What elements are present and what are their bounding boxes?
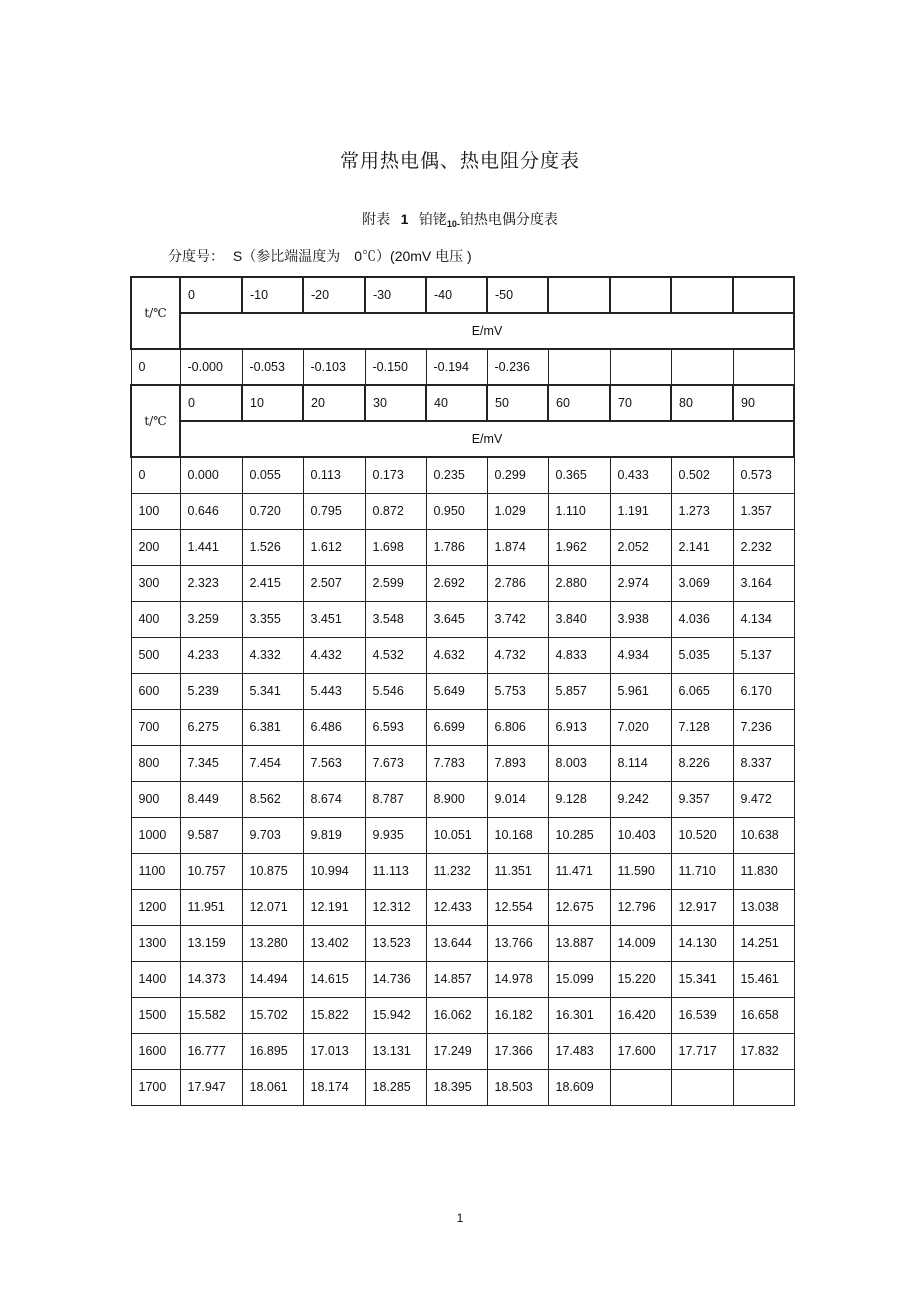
emf-value: 0.646 — [180, 493, 242, 529]
emf-value: 4.934 — [610, 637, 671, 673]
emf-value: 16.895 — [242, 1033, 303, 1069]
negative-col-header — [610, 277, 671, 313]
emf-value: 3.451 — [303, 601, 365, 637]
emf-value: 17.832 — [733, 1033, 794, 1069]
emf-value: 14.978 — [487, 961, 548, 997]
emf-value: 5.443 — [303, 673, 365, 709]
emf-value: 1.029 — [487, 493, 548, 529]
negative-col-header — [671, 277, 733, 313]
emf-value: 3.548 — [365, 601, 426, 637]
emf-value: 12.071 — [242, 889, 303, 925]
graduation-value: S（参比端温度为 0℃）(20mV 电压 ) — [232, 248, 472, 264]
unit-label: E/mV — [180, 421, 794, 457]
emf-value: 7.345 — [180, 745, 242, 781]
emf-value: 3.938 — [610, 601, 671, 637]
emf-value: 16.301 — [548, 997, 610, 1033]
emf-value: 6.065 — [671, 673, 733, 709]
emf-value: 17.249 — [426, 1033, 487, 1069]
emf-value — [548, 349, 610, 385]
table-row — [131, 637, 794, 673]
emf-value: -0.103 — [303, 349, 365, 385]
emf-value: 2.141 — [671, 529, 733, 565]
emf-value: 9.587 — [180, 817, 242, 853]
emf-value: 0.000 — [180, 457, 242, 493]
emf-value: 10.757 — [180, 853, 242, 889]
emf-value: 7.673 — [365, 745, 426, 781]
emf-value: 6.486 — [303, 709, 365, 745]
emf-value: 14.130 — [671, 925, 733, 961]
emf-value: 6.699 — [426, 709, 487, 745]
emf-value: 18.061 — [242, 1069, 303, 1105]
negative-col-header — [733, 277, 794, 313]
emf-value: 15.702 — [242, 997, 303, 1033]
emf-value: 4.233 — [180, 637, 242, 673]
positive-header-row — [131, 385, 794, 421]
row-temperature: 1200 — [131, 889, 180, 925]
emf-value: 8.787 — [365, 781, 426, 817]
emf-value: -0.053 — [242, 349, 303, 385]
emf-value: 15.099 — [548, 961, 610, 997]
emf-value: 17.366 — [487, 1033, 548, 1069]
emf-value: 11.830 — [733, 853, 794, 889]
emf-value: -0.194 — [426, 349, 487, 385]
negative-col-header — [548, 277, 610, 313]
emf-value: 7.783 — [426, 745, 487, 781]
emf-value: 14.736 — [365, 961, 426, 997]
emf-value: 2.323 — [180, 565, 242, 601]
emf-value: 6.275 — [180, 709, 242, 745]
emf-value: 16.777 — [180, 1033, 242, 1069]
emf-value: 2.974 — [610, 565, 671, 601]
emf-value: 4.134 — [733, 601, 794, 637]
emf-value: 6.593 — [365, 709, 426, 745]
emf-value: 0.573 — [733, 457, 794, 493]
emf-value: 14.373 — [180, 961, 242, 997]
emf-value: 0.433 — [610, 457, 671, 493]
emf-value: 1.110 — [548, 493, 610, 529]
emf-value: 7.236 — [733, 709, 794, 745]
emf-value: 2.507 — [303, 565, 365, 601]
page-title: 常用热电偶、热电阻分度表 — [339, 150, 580, 172]
emf-value: 18.285 — [365, 1069, 426, 1105]
emf-value — [671, 1069, 733, 1105]
positive-col-header: 30 — [365, 385, 426, 421]
emf-value: 12.191 — [303, 889, 365, 925]
row-temperature: 0 — [131, 457, 180, 493]
emf-value: 16.658 — [733, 997, 794, 1033]
emf-value: 17.013 — [303, 1033, 365, 1069]
emf-value — [733, 349, 794, 385]
emf-value: 1.786 — [426, 529, 487, 565]
emf-value: -0.000 — [180, 349, 242, 385]
emf-value: 15.220 — [610, 961, 671, 997]
emf-value: 0.720 — [242, 493, 303, 529]
positive-col-header: 90 — [733, 385, 794, 421]
emf-value: 9.357 — [671, 781, 733, 817]
emf-value: 0.299 — [487, 457, 548, 493]
negative-unit-row — [131, 313, 794, 349]
emf-value: 13.766 — [487, 925, 548, 961]
emf-value: 3.259 — [180, 601, 242, 637]
emf-value: 13.131 — [365, 1033, 426, 1069]
emf-value: 1.273 — [671, 493, 733, 529]
emf-value: 16.539 — [671, 997, 733, 1033]
emf-value: 0.502 — [671, 457, 733, 493]
emf-value: 11.113 — [365, 853, 426, 889]
emf-value: 11.232 — [426, 853, 487, 889]
emf-value: 15.582 — [180, 997, 242, 1033]
emf-value: 13.887 — [548, 925, 610, 961]
emf-value: 4.833 — [548, 637, 610, 673]
emf-value: 7.454 — [242, 745, 303, 781]
emf-value: 17.947 — [180, 1069, 242, 1105]
emf-value: 2.599 — [365, 565, 426, 601]
emf-value: 1.698 — [365, 529, 426, 565]
emf-value: 11.710 — [671, 853, 733, 889]
emf-value: 10.520 — [671, 817, 733, 853]
emf-value: 10.994 — [303, 853, 365, 889]
negative-col-header: -30 — [365, 277, 426, 313]
emf-value: 4.036 — [671, 601, 733, 637]
emf-value: 9.819 — [303, 817, 365, 853]
emf-value: 8.003 — [548, 745, 610, 781]
emf-value: 12.917 — [671, 889, 733, 925]
emf-value: 1.874 — [487, 529, 548, 565]
row-temperature: 1100 — [131, 853, 180, 889]
caption-number: 1 — [400, 211, 409, 227]
emf-value: 5.753 — [487, 673, 548, 709]
emf-value — [610, 1069, 671, 1105]
table-row — [131, 781, 794, 817]
emf-value: 2.880 — [548, 565, 610, 601]
emf-value: 6.913 — [548, 709, 610, 745]
emf-value: 14.009 — [610, 925, 671, 961]
emf-value: 12.312 — [365, 889, 426, 925]
emf-value: 18.395 — [426, 1069, 487, 1105]
emf-value: -0.150 — [365, 349, 426, 385]
negative-header-row — [131, 277, 794, 313]
row-temperature: 1300 — [131, 925, 180, 961]
emf-value: 16.420 — [610, 997, 671, 1033]
emf-value: 13.159 — [180, 925, 242, 961]
emf-value: 5.649 — [426, 673, 487, 709]
table-row — [131, 601, 794, 637]
emf-value: 1.612 — [303, 529, 365, 565]
emf-value: 8.449 — [180, 781, 242, 817]
negative-col-header: -20 — [303, 277, 365, 313]
t-label: t/℃ — [131, 277, 180, 349]
emf-value: 4.432 — [303, 637, 365, 673]
table-row — [131, 673, 794, 709]
row-temperature: 600 — [131, 673, 180, 709]
emf-value: 11.590 — [610, 853, 671, 889]
emf-value — [610, 349, 671, 385]
row-temperature: 200 — [131, 529, 180, 565]
emf-value: 1.526 — [242, 529, 303, 565]
caption-subscript: 10- — [446, 219, 460, 229]
emf-value: 14.251 — [733, 925, 794, 961]
emf-value: 8.562 — [242, 781, 303, 817]
emf-value: 18.503 — [487, 1069, 548, 1105]
table-row — [131, 349, 794, 385]
emf-value: 17.600 — [610, 1033, 671, 1069]
emf-value: 5.137 — [733, 637, 794, 673]
emf-value: 5.239 — [180, 673, 242, 709]
emf-value: 2.692 — [426, 565, 487, 601]
table-row — [131, 889, 794, 925]
emf-value: 16.062 — [426, 997, 487, 1033]
emf-value: 13.038 — [733, 889, 794, 925]
negative-col-header: -10 — [242, 277, 303, 313]
t-label: t/℃ — [131, 385, 180, 457]
emf-value: 3.069 — [671, 565, 733, 601]
emf-value: 10.285 — [548, 817, 610, 853]
emf-value: 1.441 — [180, 529, 242, 565]
emf-value: 12.675 — [548, 889, 610, 925]
emf-value: 11.471 — [548, 853, 610, 889]
emf-value: 1.962 — [548, 529, 610, 565]
row-temperature: 1400 — [131, 961, 180, 997]
graduation-label: 分度号： — [168, 249, 224, 265]
caption-prefix: 附表 — [362, 212, 391, 228]
emf-value — [671, 349, 733, 385]
emf-value: 5.341 — [242, 673, 303, 709]
thermocouple-table — [130, 276, 795, 1106]
emf-value: 8.337 — [733, 745, 794, 781]
row-temperature: 500 — [131, 637, 180, 673]
table-row — [131, 925, 794, 961]
row-temperature: 0 — [131, 349, 180, 385]
emf-value: 10.168 — [487, 817, 548, 853]
emf-value: -0.236 — [487, 349, 548, 385]
emf-value: 9.242 — [610, 781, 671, 817]
emf-value: 12.796 — [610, 889, 671, 925]
emf-value: 10.875 — [242, 853, 303, 889]
emf-value: 4.332 — [242, 637, 303, 673]
table-row — [131, 457, 794, 493]
emf-value: 7.020 — [610, 709, 671, 745]
emf-value: 13.402 — [303, 925, 365, 961]
emf-value: 16.182 — [487, 997, 548, 1033]
emf-value: 3.355 — [242, 601, 303, 637]
emf-value: 14.857 — [426, 961, 487, 997]
emf-value: 10.638 — [733, 817, 794, 853]
row-temperature: 100 — [131, 493, 180, 529]
emf-value: 17.717 — [671, 1033, 733, 1069]
emf-value: 13.523 — [365, 925, 426, 961]
emf-value: 9.935 — [365, 817, 426, 853]
emf-value: 7.893 — [487, 745, 548, 781]
table-row — [131, 1033, 794, 1069]
row-temperature: 1000 — [131, 817, 180, 853]
emf-value: 9.703 — [242, 817, 303, 853]
emf-value: 10.403 — [610, 817, 671, 853]
emf-value: 17.483 — [548, 1033, 610, 1069]
emf-value: 8.226 — [671, 745, 733, 781]
emf-value: 9.472 — [733, 781, 794, 817]
emf-value: 3.164 — [733, 565, 794, 601]
negative-col-header: -40 — [426, 277, 487, 313]
emf-value: 15.461 — [733, 961, 794, 997]
positive-col-header: 0 — [180, 385, 242, 421]
emf-value: 18.609 — [548, 1069, 610, 1105]
row-temperature: 1600 — [131, 1033, 180, 1069]
emf-value: 0.235 — [426, 457, 487, 493]
emf-value: 14.615 — [303, 961, 365, 997]
emf-value: 2.786 — [487, 565, 548, 601]
positive-col-header: 60 — [548, 385, 610, 421]
emf-value: 7.563 — [303, 745, 365, 781]
emf-value: 3.840 — [548, 601, 610, 637]
emf-value: 10.051 — [426, 817, 487, 853]
emf-value: 5.035 — [671, 637, 733, 673]
negative-col-header: 0 — [180, 277, 242, 313]
row-temperature: 900 — [131, 781, 180, 817]
row-temperature: 1500 — [131, 997, 180, 1033]
positive-col-header: 20 — [303, 385, 365, 421]
emf-value: 1.191 — [610, 493, 671, 529]
table-row — [131, 709, 794, 745]
caption-text-1: 铂铑 — [418, 212, 447, 228]
emf-value: 15.942 — [365, 997, 426, 1033]
positive-col-header: 80 — [671, 385, 733, 421]
emf-value: 5.961 — [610, 673, 671, 709]
emf-value: 5.857 — [548, 673, 610, 709]
table-body — [131, 277, 794, 1105]
positive-col-header: 40 — [426, 385, 487, 421]
positive-unit-row — [131, 421, 794, 457]
row-temperature: 400 — [131, 601, 180, 637]
caption-text-2: 铂热电偶分度表 — [459, 212, 558, 228]
emf-value: 11.951 — [180, 889, 242, 925]
emf-value: 12.554 — [487, 889, 548, 925]
emf-value: 0.872 — [365, 493, 426, 529]
negative-col-header: -50 — [487, 277, 548, 313]
positive-col-header: 50 — [487, 385, 548, 421]
emf-value: 0.950 — [426, 493, 487, 529]
emf-value: 11.351 — [487, 853, 548, 889]
table-row — [131, 817, 794, 853]
emf-value: 4.532 — [365, 637, 426, 673]
emf-value: 8.674 — [303, 781, 365, 817]
table-row — [131, 1069, 794, 1105]
row-temperature: 800 — [131, 745, 180, 781]
positive-col-header: 10 — [242, 385, 303, 421]
table-row — [131, 529, 794, 565]
emf-value: 0.113 — [303, 457, 365, 493]
emf-value: 12.433 — [426, 889, 487, 925]
table-row — [131, 853, 794, 889]
emf-value: 13.280 — [242, 925, 303, 961]
emf-value: 0.055 — [242, 457, 303, 493]
emf-value: 0.365 — [548, 457, 610, 493]
emf-value: 15.341 — [671, 961, 733, 997]
emf-value: 6.170 — [733, 673, 794, 709]
table-row — [131, 565, 794, 601]
emf-value: 5.546 — [365, 673, 426, 709]
positive-col-header: 70 — [610, 385, 671, 421]
emf-value: 18.174 — [303, 1069, 365, 1105]
emf-value: 1.357 — [733, 493, 794, 529]
emf-value: 3.742 — [487, 601, 548, 637]
unit-label: E/mV — [180, 313, 794, 349]
emf-value: 3.645 — [426, 601, 487, 637]
emf-value: 0.173 — [365, 457, 426, 493]
table-row — [131, 961, 794, 997]
emf-value: 4.732 — [487, 637, 548, 673]
emf-value: 6.381 — [242, 709, 303, 745]
emf-value: 2.232 — [733, 529, 794, 565]
table-row — [131, 745, 794, 781]
emf-value: 6.806 — [487, 709, 548, 745]
row-temperature: 700 — [131, 709, 180, 745]
row-temperature: 300 — [131, 565, 180, 601]
emf-value: 7.128 — [671, 709, 733, 745]
emf-value: 8.900 — [426, 781, 487, 817]
emf-value: 8.114 — [610, 745, 671, 781]
emf-value: 0.795 — [303, 493, 365, 529]
emf-value: 4.632 — [426, 637, 487, 673]
row-temperature: 1700 — [131, 1069, 180, 1105]
emf-value: 14.494 — [242, 961, 303, 997]
table-row — [131, 493, 794, 529]
emf-value — [733, 1069, 794, 1105]
emf-value: 2.415 — [242, 565, 303, 601]
emf-value: 2.052 — [610, 529, 671, 565]
emf-value: 9.014 — [487, 781, 548, 817]
emf-value: 13.644 — [426, 925, 487, 961]
graduation-info — [168, 246, 472, 266]
emf-value: 15.822 — [303, 997, 365, 1033]
emf-value: 9.128 — [548, 781, 610, 817]
table-caption — [0, 209, 920, 229]
page-number: 1 — [456, 1211, 464, 1225]
table-row — [131, 997, 794, 1033]
